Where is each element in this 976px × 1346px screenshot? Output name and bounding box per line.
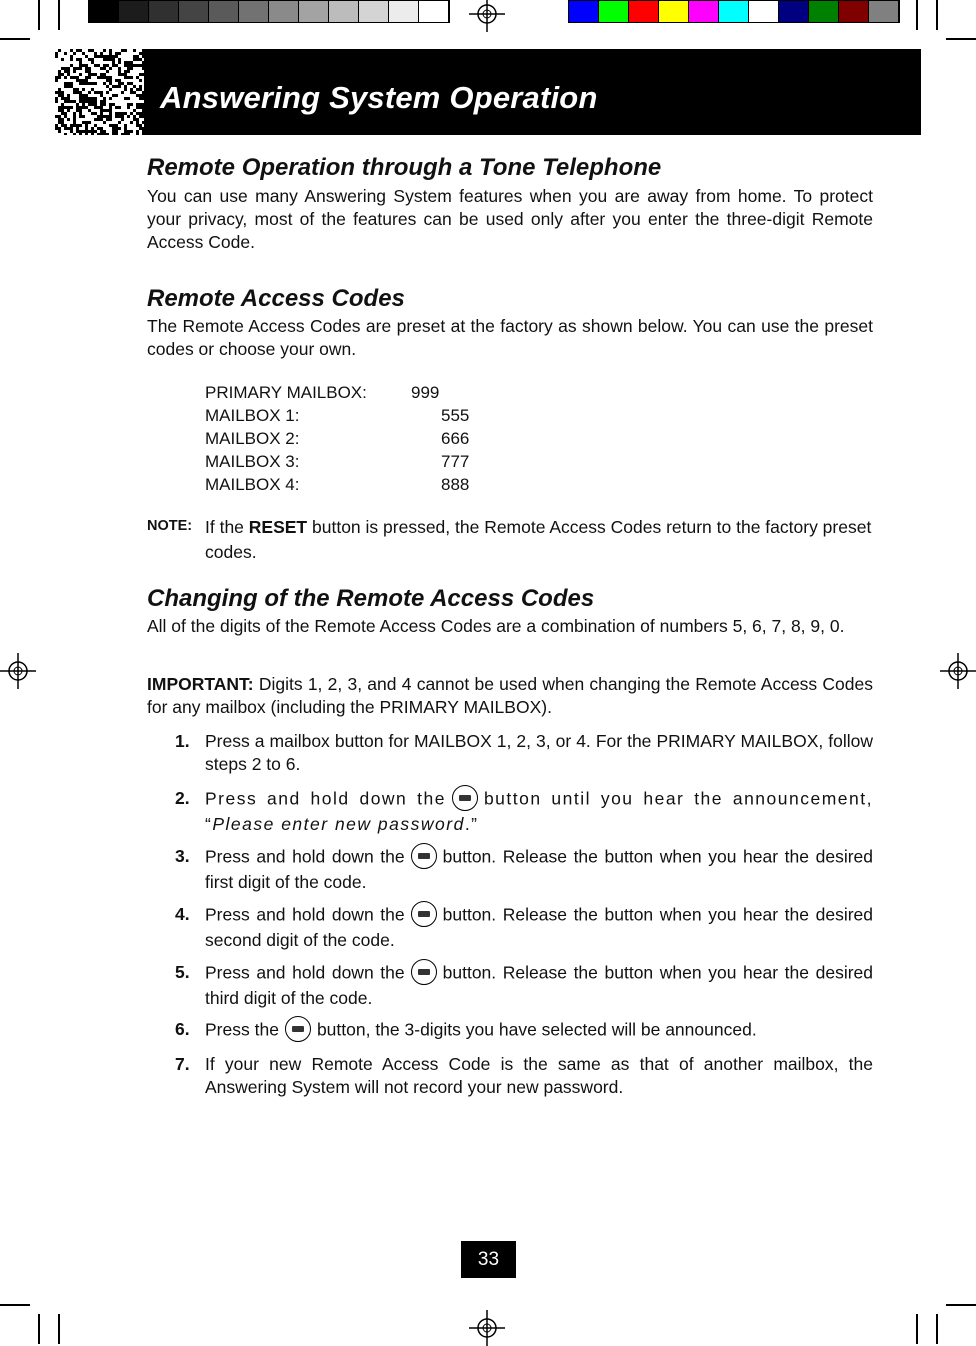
- step-item: 7. If your new Remote Access Code is the same as that of another mailbox, the Answering System will not record your new password.: [175, 1054, 873, 1097]
- mailbox-label: MAILBOX 2:: [205, 429, 300, 448]
- gray-swatch: [149, 1, 179, 22]
- step-number: 5.: [175, 962, 190, 982]
- access-code-row: [205, 473, 469, 496]
- gray-swatch: [269, 1, 299, 22]
- code-value: 555: [441, 406, 470, 425]
- step-number: 1.: [175, 731, 190, 751]
- registration-mark-icon: [469, 1310, 505, 1346]
- crop-mark: [0, 1304, 30, 1306]
- color-swatch: [719, 1, 749, 22]
- code-value: 999: [411, 383, 440, 402]
- section-paragraph: You can use many Answering System features when you are away from home. To protect your privacy, most of the features can be used only after you enter the three-digit Remote Access Code.: [147, 186, 873, 252]
- section-paragraph: All of the digits of the Remote Access Codes are a combination of numbers 5, 6, 7, 8, 9, 0.: [147, 616, 845, 636]
- step-item: 5. Press and hold down the button. Release the button when you hear the desired third digit of the code.: [175, 961, 873, 1010]
- color-swatch: [659, 1, 689, 22]
- code-value: 888: [441, 475, 470, 494]
- important-paragraph: IMPORTANT: Digits 1, 2, 3, and 4 cannot be used when changing the Remote Access Codes for any mailbox (including the PRIMARY MAILBOX).: [147, 674, 873, 717]
- page-title: Answering System Operation: [160, 80, 598, 115]
- change-button-icon: [285, 1016, 311, 1042]
- reset-keyword: RESET: [248, 517, 308, 537]
- code-value: 777: [441, 452, 470, 471]
- step-number: 4.: [175, 904, 190, 924]
- color-swatch: [839, 1, 869, 22]
- section-heading: Remote Access Codes: [147, 285, 405, 312]
- gray-swatch: [389, 1, 419, 22]
- step-item: 1. Press a mailbox button for MAILBOX 1, 2, 3, or 4. For the PRIMARY MAILBOX, follow steps 2 to 6.: [175, 731, 873, 774]
- crop-mark: [946, 38, 976, 40]
- pattern-logo-icon: [55, 49, 144, 135]
- gray-swatch: [179, 1, 209, 22]
- mailbox-label: MAILBOX 3:: [205, 452, 300, 471]
- step-number: 6.: [175, 1019, 190, 1039]
- gray-swatch: [239, 1, 269, 22]
- page-number: 33: [461, 1241, 516, 1278]
- section-heading: Remote Operation through a Tone Telephone: [147, 154, 662, 181]
- change-button-icon: [411, 959, 437, 985]
- color-swatch: [749, 1, 779, 22]
- access-code-row: [205, 404, 469, 427]
- note-label: NOTE:: [147, 518, 193, 534]
- step-number: 7.: [175, 1054, 190, 1074]
- crop-mark: [936, 0, 938, 30]
- step-item: 3. Press and hold down the button. Release the button when you hear the desired first digit of the code.: [175, 845, 873, 894]
- gray-swatch: [359, 1, 389, 22]
- crop-mark: [38, 1314, 40, 1344]
- access-code-row: [205, 381, 469, 404]
- access-code-row: [205, 450, 469, 473]
- gray-swatch: [419, 1, 449, 22]
- color-swatch: [569, 1, 599, 22]
- crop-mark: [916, 0, 918, 30]
- code-value: 666: [441, 429, 470, 448]
- important-label: IMPORTANT:: [147, 674, 254, 694]
- change-button-icon: [452, 785, 478, 811]
- mailbox-label: PRIMARY MAILBOX:: [205, 383, 367, 402]
- step-item: 4. Press and hold down the button. Release the button when you hear the desired second digit of the code.: [175, 903, 873, 952]
- step-item: 6. Press the button, the 3-digits you have selected will be announced.: [175, 1018, 873, 1044]
- gray-swatch: [89, 1, 119, 22]
- crop-mark: [38, 0, 40, 30]
- mailbox-label: MAILBOX 4:: [205, 475, 300, 494]
- crop-mark: [58, 1314, 60, 1344]
- crop-mark: [936, 1314, 938, 1344]
- crop-mark: [946, 1304, 976, 1306]
- gray-swatch: [209, 1, 239, 22]
- mailbox-label: MAILBOX 1:: [205, 406, 300, 425]
- section-heading: Changing of the Remote Access Codes: [147, 585, 595, 612]
- color-swatch: [629, 1, 659, 22]
- step-number: 3.: [175, 846, 190, 866]
- color-swatch: [809, 1, 839, 22]
- grayscale-calibration-bar: [88, 0, 450, 23]
- gray-swatch: [329, 1, 359, 22]
- change-button-icon: [411, 901, 437, 927]
- color-swatch: [779, 1, 809, 22]
- color-swatch: [689, 1, 719, 22]
- registration-mark-icon: [940, 653, 976, 689]
- registration-mark-icon: [0, 653, 36, 689]
- access-codes-list: [205, 381, 469, 496]
- registration-mark-icon: [469, 0, 505, 32]
- gray-swatch: [119, 1, 149, 22]
- access-code-row: [205, 427, 469, 450]
- color-swatch: [599, 1, 629, 22]
- section-paragraph: The Remote Access Codes are preset at the factory as shown below. You can use the preset codes or choose your own.: [147, 316, 873, 359]
- crop-mark: [0, 38, 30, 40]
- change-button-icon: [411, 843, 437, 869]
- crop-mark: [916, 1314, 918, 1344]
- color-swatch: [869, 1, 899, 22]
- note-text: If the RESET button is pressed, the Remote Access Codes return to the factory preset codes.: [205, 517, 872, 562]
- color-calibration-bar: [568, 0, 900, 23]
- step-item: 2. Press and hold down the button until you hear the announcement, “Please enter new password.”: [175, 787, 873, 836]
- crop-mark: [58, 0, 60, 30]
- step-number: 2.: [175, 788, 190, 808]
- gray-swatch: [299, 1, 329, 22]
